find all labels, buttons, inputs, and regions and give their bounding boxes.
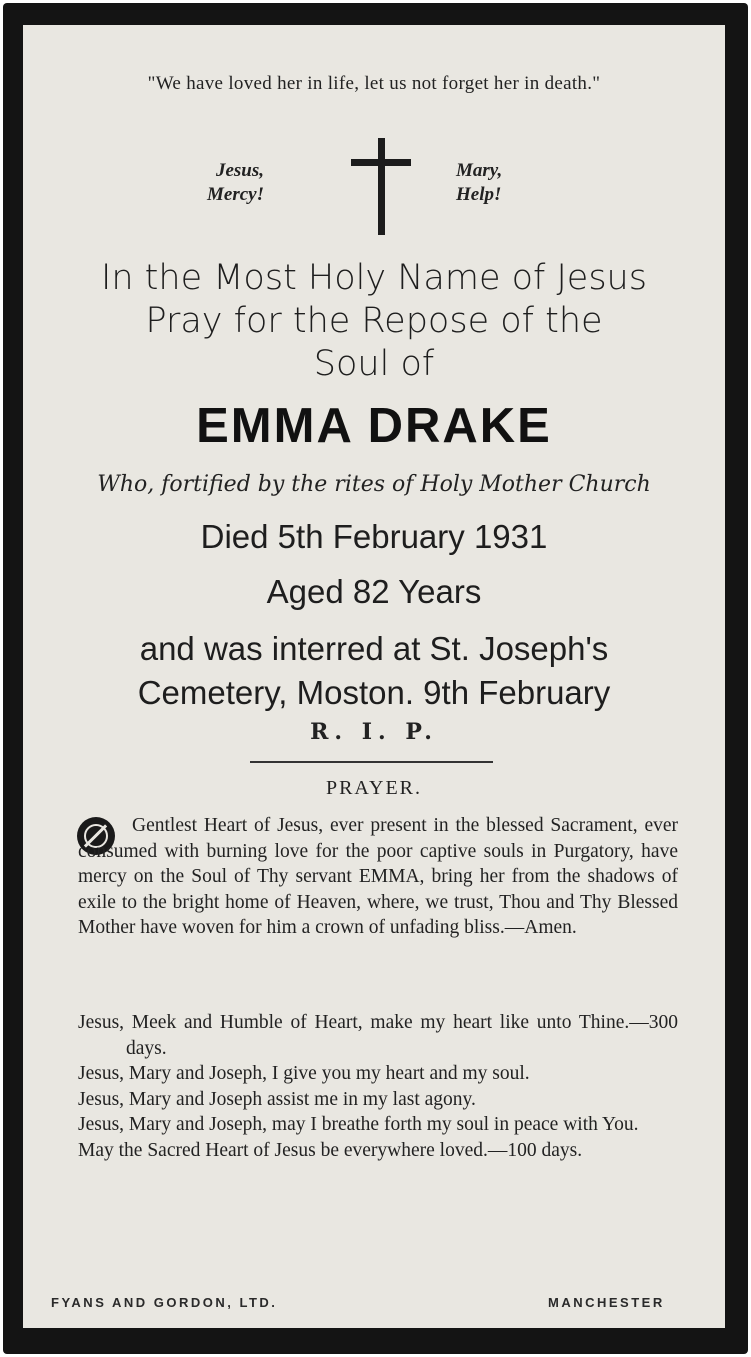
heading-line-2: Pray for the Repose of the (145, 301, 603, 341)
rip-text: R. I. P. (310, 719, 438, 745)
interment-line-1: and was interred at St. Joseph's (139, 630, 609, 667)
ejaculation-item: Jesus, Mary and Joseph, may I breathe forth my soul in peace with You. (78, 1114, 639, 1135)
printer-credit: FYANS AND GORDON, LTD. (51, 1295, 278, 1310)
age-line: Aged 82 Years (266, 573, 482, 610)
invocation-jesus-line1: Jesus, (215, 160, 264, 181)
memorial-quote: "We have loved her in life, let us not forget her in death." (147, 73, 601, 94)
heading-line-3: Soul of (313, 344, 435, 384)
deceased-name: EMMA DRAKE (196, 399, 552, 453)
prayer-title: PRAYER. (325, 777, 423, 799)
divider-rule (250, 761, 493, 763)
invocation-mary-line2: Help! (456, 184, 502, 205)
interment-text (23, 627, 725, 715)
fortified-line: Who, fortified by the rites of Holy Mother Church (97, 472, 651, 497)
memorial-card (3, 3, 748, 1354)
ejaculations-list (78, 1010, 678, 1163)
ejaculation-item: Jesus, Mary and Joseph, I give you my heart and my soul. (78, 1063, 530, 1084)
invocation-jesus (207, 159, 264, 207)
ejaculation-item: Jesus, Mary and Joseph assist me in my last agony. (78, 1088, 476, 1110)
ejaculation-item: Jesus, Meek and Humble of Heart, make my heart like unto Thine.—300 days. (78, 1012, 678, 1059)
interment-line-2: Cemetery, Moston. 9th February (137, 674, 611, 711)
invocation-mary (456, 159, 502, 207)
heading-line-1: In the Most Holy Name of Jesus (101, 258, 647, 298)
cross-icon-bar (351, 159, 411, 166)
death-date: Died 5th February 1931 (200, 518, 548, 555)
prayer-body: Gentlest Heart of Jesus, ever present in the blessed Sacrament, ever consumed with burning love for the poor captive souls in Purgatory, have mercy on the Soul of Thy servant EMMA, bring her from the shadows of exile to the bright home of Heaven, where, we trust, Thou and Thy Blessed Mother have woven for him a crown of unfading bliss.—Amen. (78, 815, 678, 938)
cross-icon (378, 138, 385, 235)
card-paper (23, 25, 725, 1328)
ejaculation-item: May the Sacred Heart of Jesus be everywhere loved.—100 days. (78, 1139, 583, 1161)
invocation-mary-line1: Mary, (456, 160, 503, 181)
main-heading (23, 257, 725, 386)
invocation-jesus-line2: Mercy! (207, 184, 264, 205)
printer-city: MANCHESTER (548, 1295, 665, 1310)
